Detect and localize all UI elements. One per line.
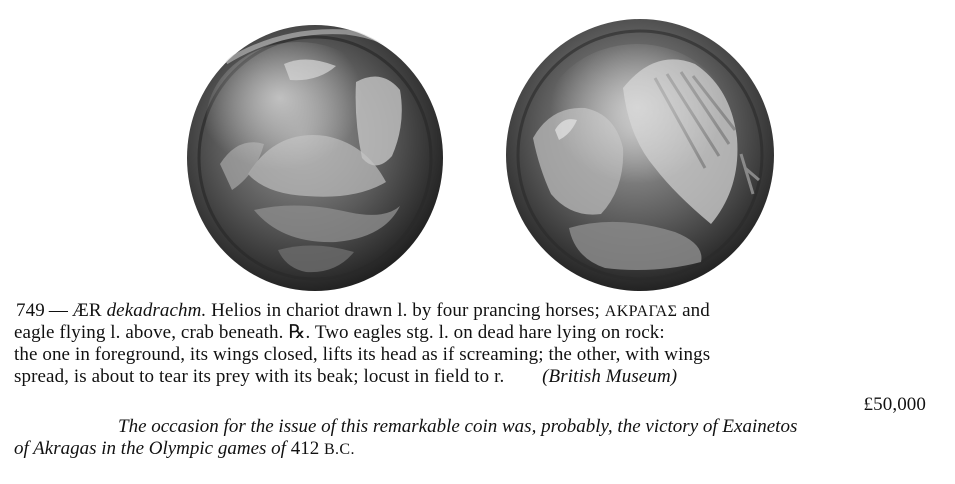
description-text-4: spread, is about to tear its prey with its beak; locust in field to r. — [14, 366, 505, 387]
reverse-coin-artwork — [505, 18, 775, 292]
metal-symbol: Æ — [71, 300, 89, 321]
description-line-4 — [14, 366, 940, 388]
catalog-description — [14, 300, 940, 415]
coin-inscription: ΑΚΡΑΓΑΣ — [604, 303, 678, 320]
note-line-2-text: of Akragas in the Olympic games of — [14, 438, 291, 459]
metal-symbol-suffix: R — [88, 300, 102, 321]
description-text-3: the one in foreground, its wings closed, lifts its head as if screaming; the other, with wings — [14, 344, 711, 365]
price: £50,000 — [863, 394, 926, 415]
reverse-coin-image — [505, 18, 775, 292]
description-text-1-end: and — [677, 300, 710, 321]
description-line-3 — [14, 344, 940, 366]
description-text-1: Helios in chariot drawn l. by four prancing horses; — [206, 300, 605, 321]
note-era: B.C. — [323, 441, 355, 458]
description-line-2 — [14, 322, 940, 344]
description-text-2: eagle flying l. above, crab beneath. ℞. Two eagles stg. l. on dead hare lying on rock: — [14, 322, 665, 343]
note-line-1: The occasion for the issue of this remarkable coin was, probably, the victory of Exainetos — [118, 416, 798, 437]
catalog-dash: — — [48, 300, 68, 321]
description-line-1 — [14, 300, 940, 322]
obverse-coin-artwork — [186, 24, 444, 292]
note-line-2 — [14, 438, 940, 461]
obverse-coin-image — [186, 24, 444, 292]
collection-name: (British Museum) — [542, 366, 678, 387]
catalog-number: 749 — [16, 300, 45, 321]
note-year: 412 — [290, 438, 320, 459]
denomination: dekadrachm. — [106, 300, 207, 321]
historical-note — [14, 416, 940, 461]
